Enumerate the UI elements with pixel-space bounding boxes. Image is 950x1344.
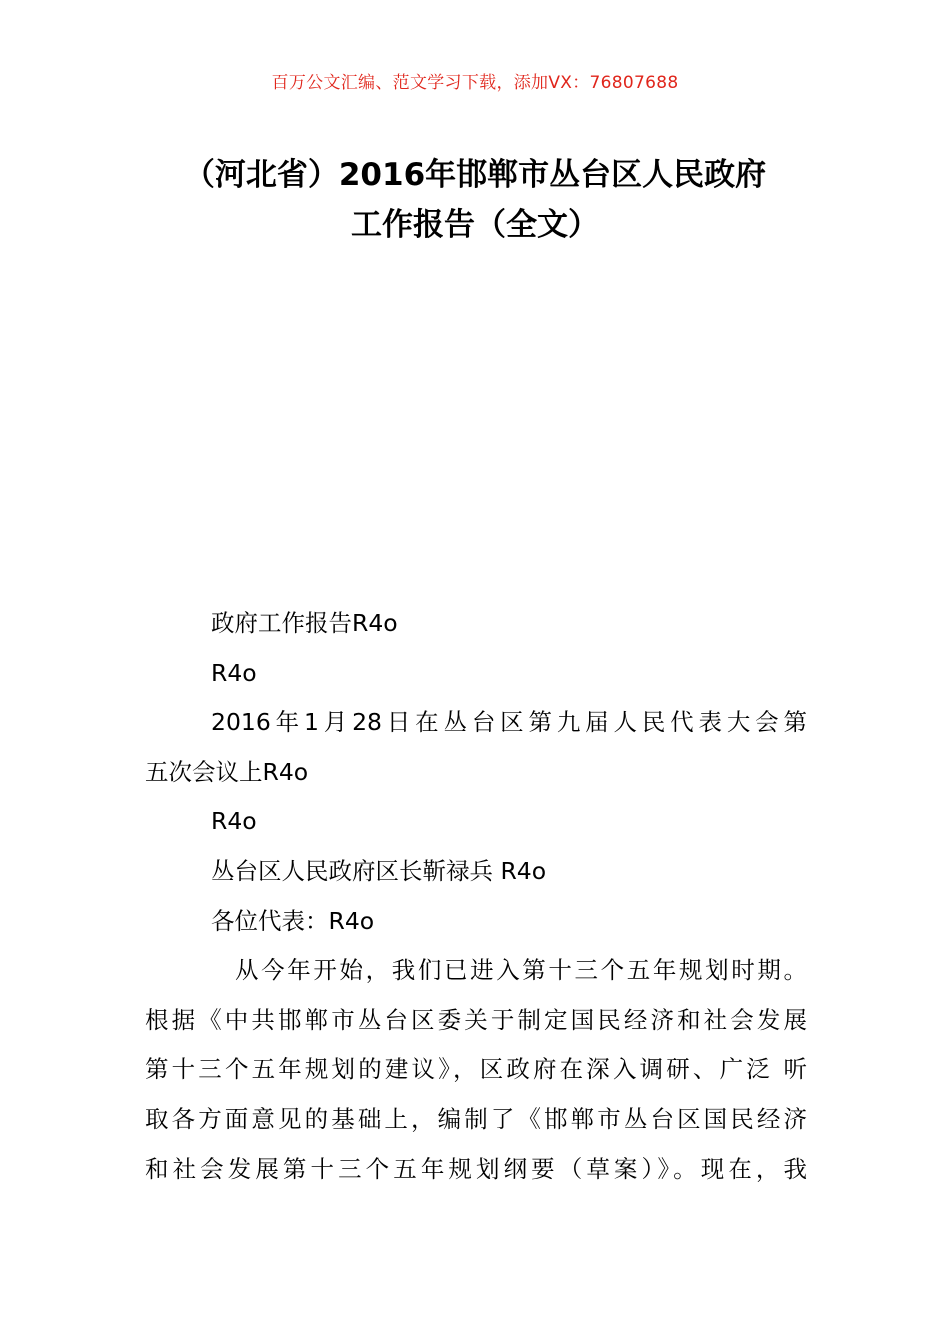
body-line: R4o [211,807,257,836]
body-line: 2016年1月28日在丛台区第九届人民代表大会第 [211,708,807,737]
title-line-1: （河北省）2016年邯郸市丛台区人民政府 [183,157,767,193]
header-note: 百万公文汇编、范文学习下载，添加VX：76807688 [271,73,679,93]
body-line: 五次会议上R4o [145,757,309,786]
body-line: 各位代表：R4o [211,906,375,935]
document-title [0,150,950,250]
body-line: 和社会发展第十三个五年规划纲要（草案）》。现在，我 [145,1154,807,1183]
document-body [145,599,807,1194]
body-line: R4o [211,658,257,687]
body-line: 第十三个五年规划的建议》，区政府在深入调研、广泛 听 [145,1055,807,1084]
title-line-2: 工作报告（全文） [351,207,599,243]
body-line: 取各方面意见的基础上，编制了《邯郸市丛台区国民经济 [145,1104,807,1133]
body-line: 政府工作报告R4o [211,609,398,637]
body-line: 根据《中共邯郸市丛台区委关于制定国民经济和社会发展 [145,1005,807,1034]
body-line: 从今年开始，我们已进入第十三个五年规划时期。 [235,956,807,985]
body-line: 丛台区人民政府区长靳禄兵 R4o [211,856,547,885]
